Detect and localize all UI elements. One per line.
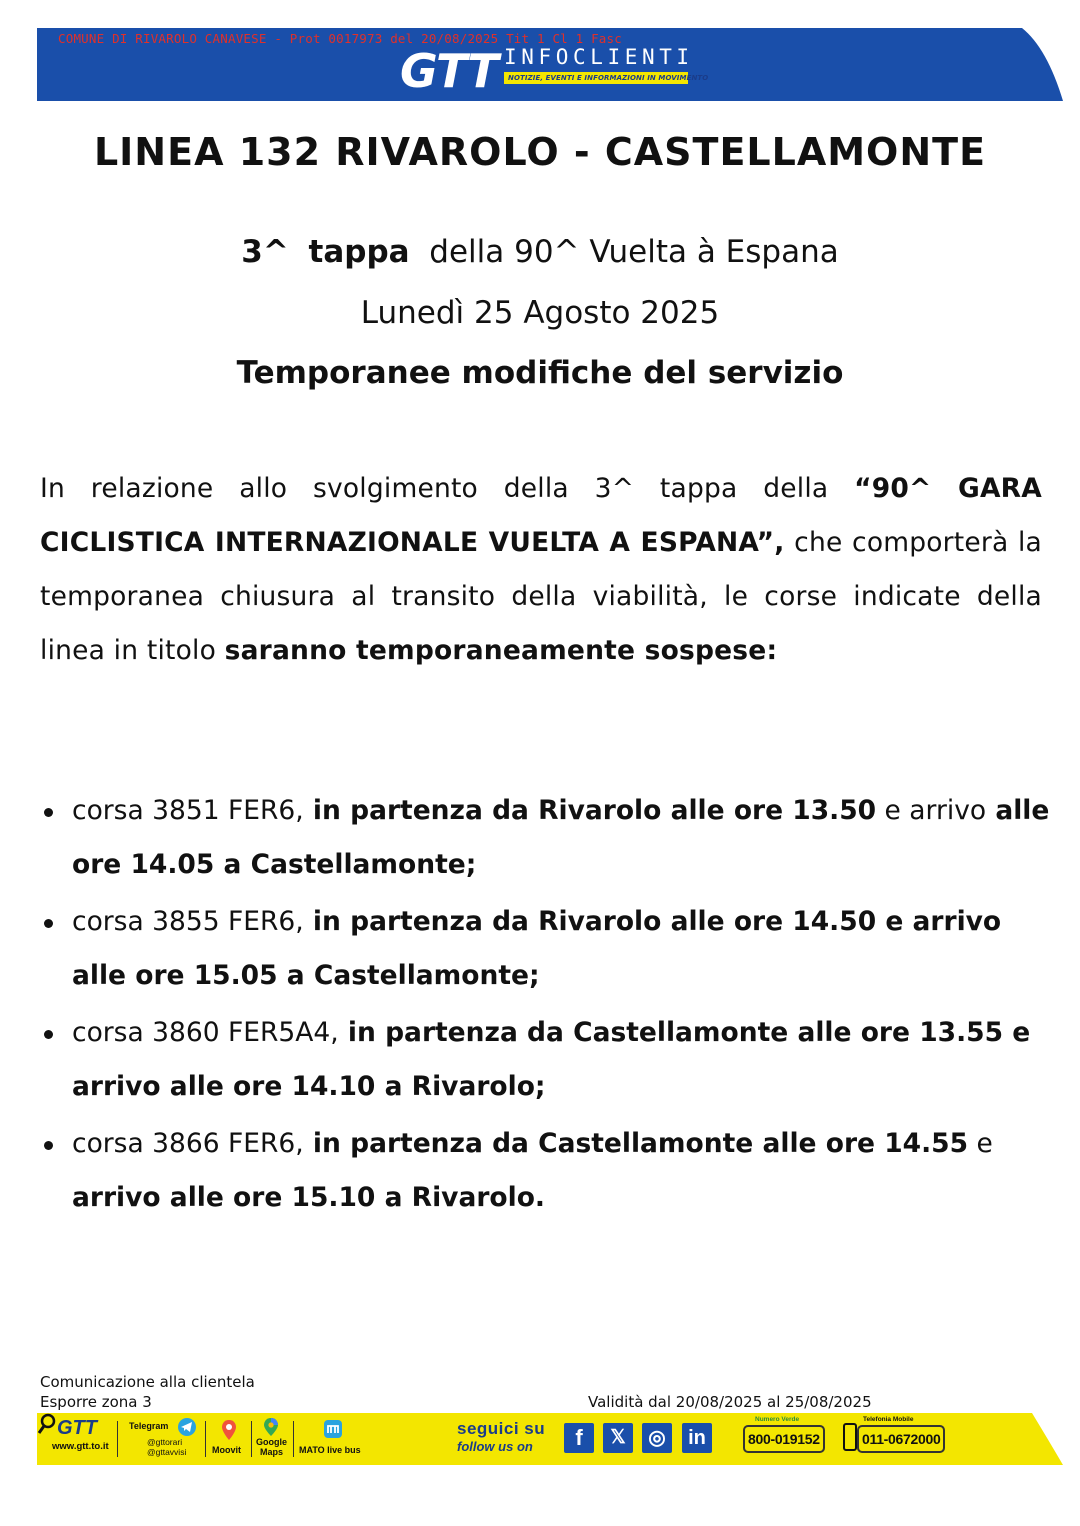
trip-tail-bold: alle ore 14.05 a Castellamonte;	[72, 795, 1050, 880]
infoclienti-title: INFOCLIENTI	[504, 45, 694, 69]
trip-detail: in partenza da Rivarolo alle ore 13.50	[303, 795, 877, 826]
moovit-label: Moovit	[212, 1445, 241, 1455]
footer-divider	[251, 1421, 252, 1457]
event-stage-word: tappa	[308, 234, 410, 270]
trip-code: corsa 3866 FER6,	[72, 1128, 304, 1159]
trip-detail: in partenza da Castellamonte alle ore 14.55	[303, 1128, 969, 1159]
instagram-icon[interactable]: ◎	[642, 1423, 672, 1453]
event-stage-race: della 90^ Vuelta à Espana	[429, 234, 839, 270]
list-item	[40, 1117, 1050, 1225]
mobile-phone-icon	[843, 1423, 857, 1451]
footer-divider	[117, 1421, 118, 1457]
trip-tail-bold: arrivo alle ore 15.10 a Rivarolo.	[72, 1182, 545, 1213]
event-stage	[0, 234, 1080, 270]
mato-live-bus-label: MATO live bus	[299, 1445, 361, 1455]
intro-part1: In relazione allo svolgimento della 3^ tappa della	[40, 473, 855, 504]
mobile-phone-tag: Telefonia Mobile	[863, 1416, 914, 1423]
facebook-icon[interactable]: f	[564, 1423, 594, 1453]
toll-free-number[interactable]	[743, 1425, 825, 1453]
mobile-phone-number[interactable]	[857, 1425, 945, 1453]
infoclienti-box	[504, 45, 709, 84]
toll-free-tag: Numero Verde	[755, 1416, 800, 1423]
search-icon	[37, 1413, 57, 1435]
follow-us-english-label: follow us on	[457, 1439, 533, 1454]
trip-tail: e	[968, 1128, 993, 1159]
x-icon[interactable]: 𝕏	[603, 1423, 633, 1453]
footer-communication: Comunicazione alla clientela	[40, 1373, 255, 1391]
telegram-icon[interactable]	[177, 1417, 197, 1437]
page-title: LINEA 132 RIVAROLO - CASTELLAMONTE	[93, 130, 987, 174]
footer-divider	[205, 1421, 206, 1457]
event-date: Lunedì 25 Agosto 2025	[360, 295, 720, 331]
follow-us-label: seguici su	[457, 1419, 546, 1438]
infoclienti-tagline: NOTIZIE, EVENTI E INFORMAZIONI IN MOVIMENTO	[504, 72, 688, 84]
gtt-logo-text: GTT	[400, 44, 498, 98]
intro-part2: che comporterà la temporanea chiusura al transito della viabilità, le corse indicate della linea in titolo	[40, 527, 1043, 666]
mobile-phone-number-text: 011-0672000	[862, 1431, 941, 1447]
moovit-icon[interactable]	[221, 1419, 237, 1441]
protocol-stamp: COMUNE DI RIVAROLO CANAVESE - Prot 0017973 del 20/08/2025 Tit 1 Cl 1 Fasc	[58, 31, 622, 46]
trip-tail-bold: alle ore 14.50 e arrivo alle ore 15.05 a Castellamonte;	[72, 906, 1002, 991]
trip-detail: in partenza da Castellamonte alle ore 13.55 e arrivo alle ore 14.10 a Rivarolo;	[72, 1017, 1031, 1102]
event-subject: Temporanee modifiche del servizio	[236, 355, 844, 391]
footer-bar	[37, 1413, 1063, 1465]
suspended-trips-list	[40, 784, 1050, 1228]
toll-free-number-text: 800-019152	[748, 1431, 820, 1447]
footer-zone: Esporre zona 3	[40, 1393, 152, 1411]
validity-period: Validità dal 20/08/2025 al 25/08/2025	[588, 1393, 872, 1411]
gtt-logo	[400, 46, 498, 96]
telegram-account-avvisi[interactable]: @gttavvisi	[147, 1447, 187, 1457]
footer-website-link[interactable]: www.gtt.to.it	[52, 1441, 109, 1452]
trip-code: corsa 3851 FER6,	[72, 795, 304, 826]
intro-suspended: saranno temporaneamente sospese:	[224, 635, 778, 666]
mato-live-bus-icon[interactable]	[323, 1419, 343, 1439]
google-maps-label-line1: Google	[256, 1437, 287, 1447]
google-maps-label	[256, 1437, 287, 1457]
google-maps-icon[interactable]	[263, 1417, 279, 1437]
trip-detail: in partenza da Rivarolo	[303, 906, 662, 937]
intro-race-name: “90^ GARA CICLISTICA INTERNAZIONALE VUELTA A ESPANA”,	[40, 473, 1043, 558]
trip-code: corsa 3855 FER6,	[72, 906, 304, 937]
gtt-infoclienti-logo	[400, 42, 709, 98]
list-item	[40, 1006, 1050, 1114]
trip-code: corsa 3860 FER5A4,	[72, 1017, 339, 1048]
footer-gtt-logo: GTT	[57, 1417, 97, 1439]
telegram-label: Telegram	[129, 1421, 169, 1431]
linkedin-icon[interactable]: in	[682, 1423, 712, 1453]
event-stage-number: 3^	[241, 234, 289, 270]
telegram-accounts	[147, 1437, 186, 1457]
trip-tail: e arrivo	[876, 795, 987, 826]
google-maps-label-line2: Maps	[259, 1447, 283, 1457]
list-item	[40, 895, 1050, 1003]
footer-notes	[40, 1372, 255, 1412]
list-item	[40, 784, 1050, 892]
telegram-account-orari[interactable]: @gttorari	[147, 1437, 183, 1447]
intro-paragraph	[40, 462, 1042, 678]
footer-divider	[293, 1421, 294, 1457]
